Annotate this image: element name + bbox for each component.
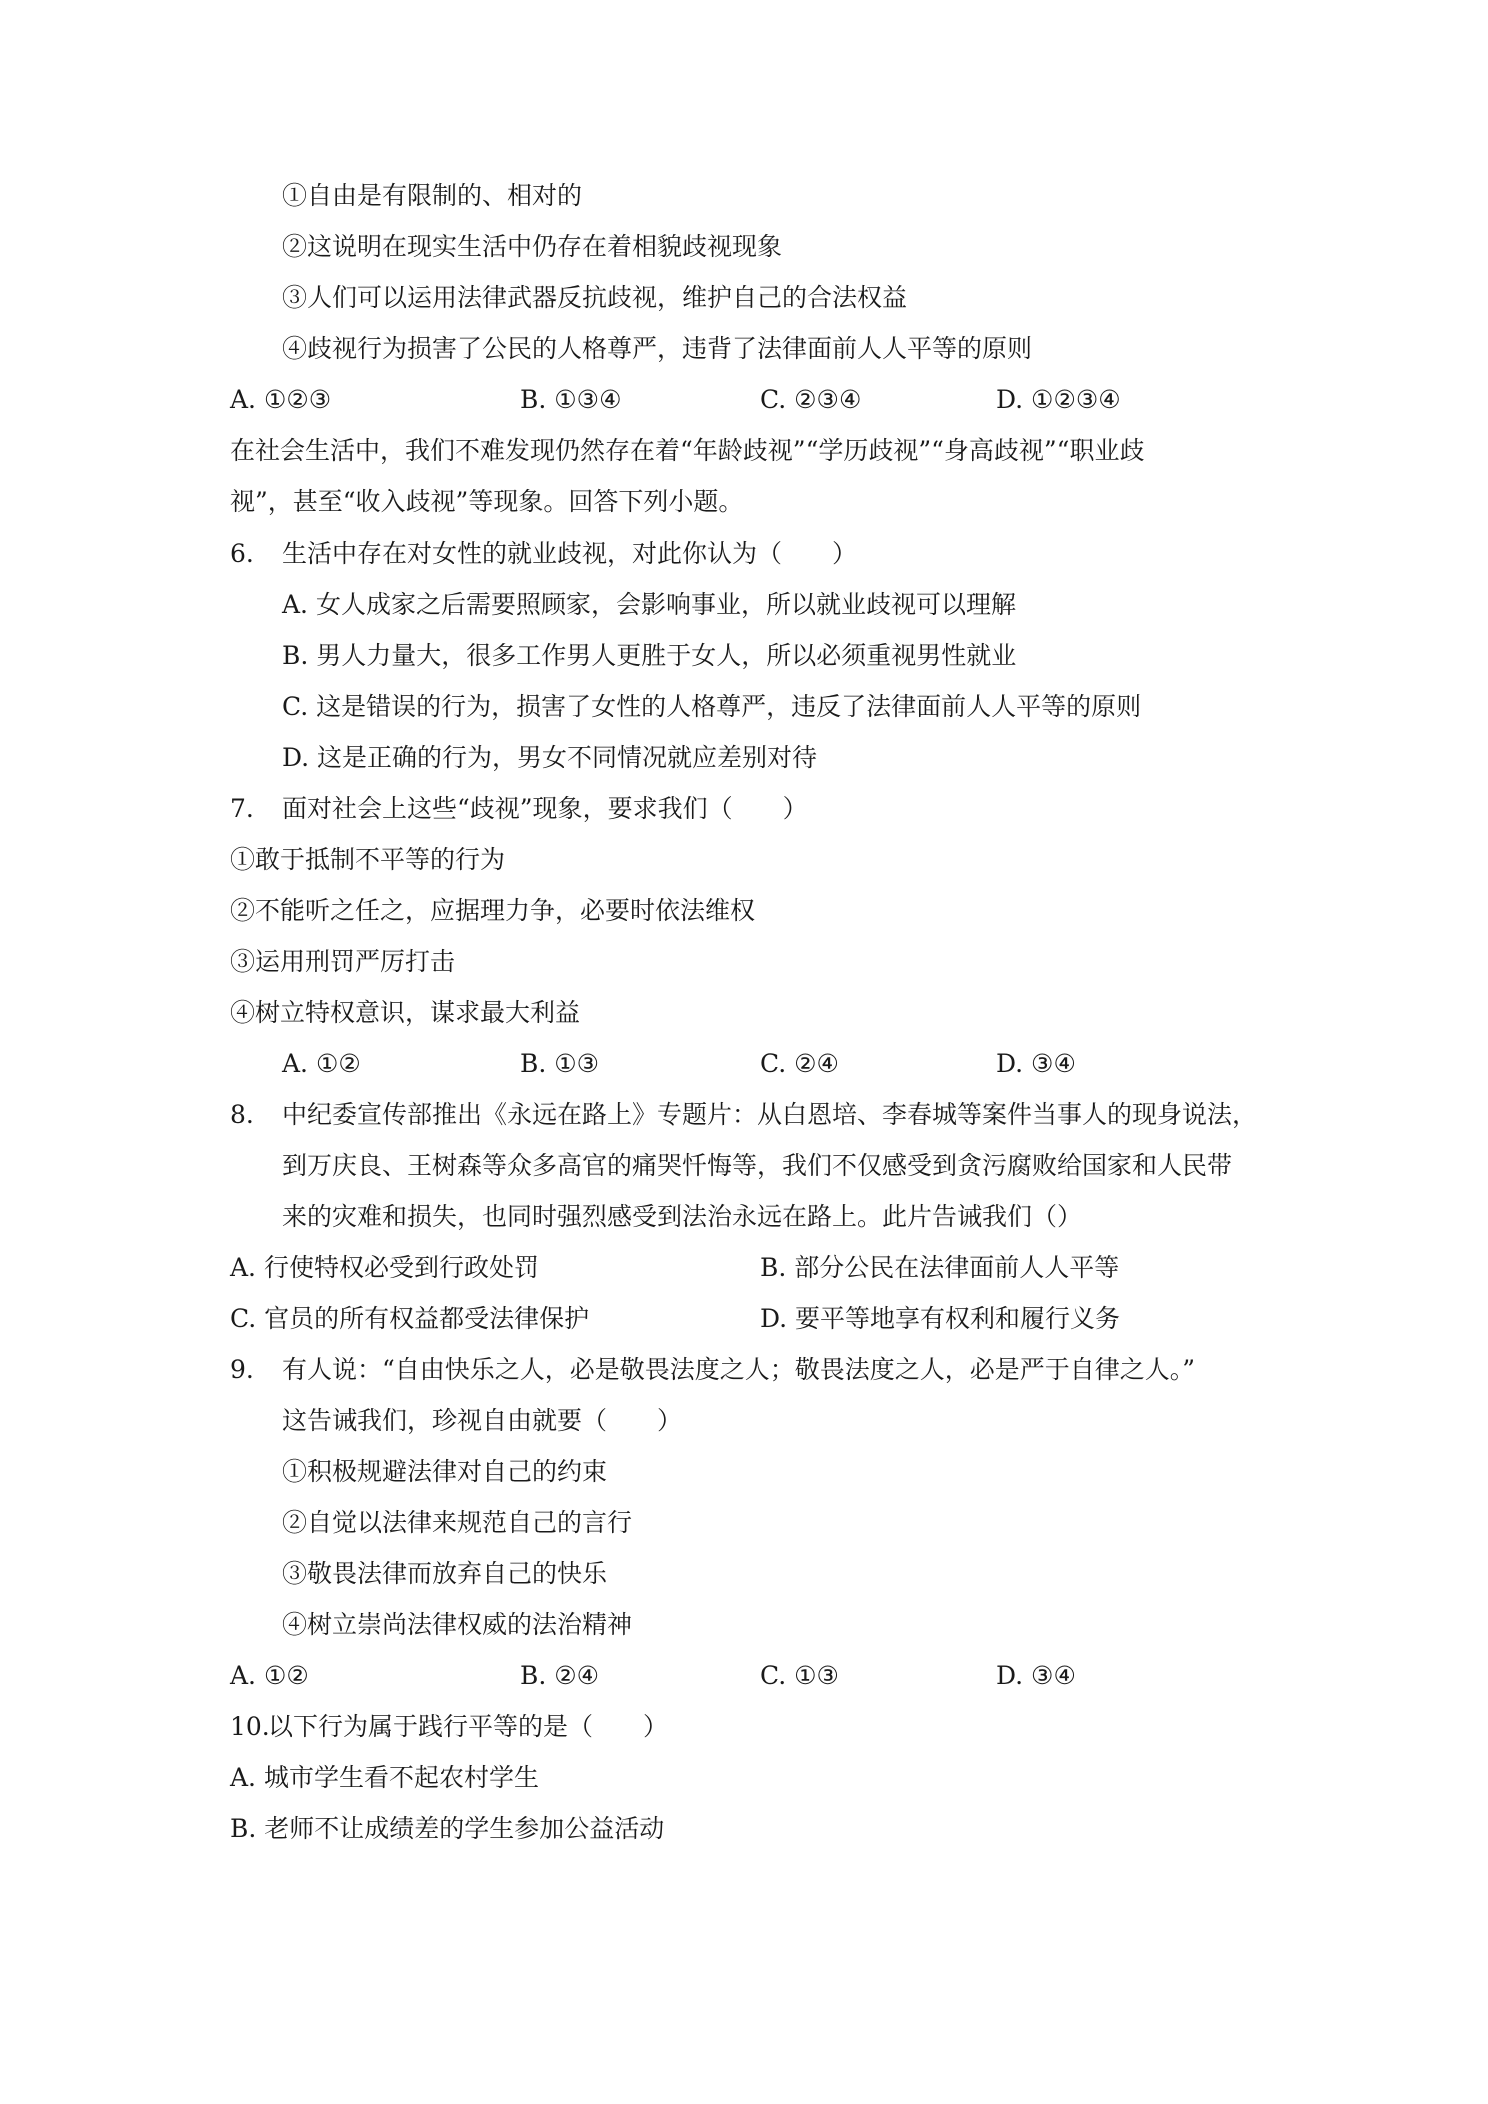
q9-statement-4: ④树立崇尚法律权威的法治精神: [282, 1610, 633, 1639]
q9-stem-line-2: 这告诫我们，珍视自由就要（ ）: [282, 1406, 683, 1435]
q10-option-a: A. 城市学生看不起农村学生: [230, 1763, 539, 1792]
q9-statement-1: ①积极规避法律对自己的约束: [282, 1457, 608, 1486]
q8-stem-line-3: 来的灾难和损失，也同时强烈感受到法治永远在路上。此片告诫我们（）: [282, 1202, 1083, 1231]
q6-option-d: D. 这是正确的行为，男女不同情况就应差别对待: [282, 743, 818, 772]
q7-choice-c: C. ②④: [760, 1049, 839, 1078]
q5-choice-a: A. ①②③: [230, 385, 332, 414]
q6-option-b: B. 男人力量大，很多工作男人更胜于女人，所以必须重视男性就业: [282, 641, 1017, 670]
q10-number: 10.: [230, 1712, 270, 1741]
q5-statement-2: ②这说明在现实生活中仍存在着相貌歧视现象: [282, 232, 783, 261]
q7-choice-a: A. ①②: [282, 1049, 361, 1078]
q5-statement-4: ④歧视行为损害了公民的人格尊严，违背了法律面前人人平等的原则: [282, 334, 1033, 363]
q5-choice-c: C. ②③④: [760, 385, 862, 414]
q7-statement-2: ②不能听之任之，应据理力争，必要时依法维权: [230, 896, 756, 925]
q7-number: 7.: [230, 794, 254, 823]
q7-statement-1: ①敢于抵制不平等的行为: [230, 845, 506, 874]
q8-option-b: B. 部分公民在法律面前人人平等: [760, 1253, 1120, 1282]
passage-line-1: 在社会生活中，我们不难发现仍然存在着“年龄歧视”“学历歧视”“身高歧视”“职业歧: [230, 436, 1145, 465]
q5-choice-b: B. ①③④: [520, 385, 622, 414]
q10-option-b: B. 老师不让成绩差的学生参加公益活动: [230, 1814, 665, 1843]
q9-choice-d: D. ③④: [996, 1661, 1076, 1690]
q8-stem-line-1: 中纪委宣传部推出《永远在路上》专题片：从白恩培、李春城等案件当事人的现身说法，: [282, 1100, 1258, 1129]
q6-stem: 生活中存在对女性的就业歧视，对此你认为（ ）: [282, 539, 858, 568]
q9-choice-c: C. ①③: [760, 1661, 839, 1690]
q6-number: 6.: [230, 539, 254, 568]
q9-statement-2: ②自觉以法律来规范自己的言行: [282, 1508, 633, 1537]
q9-choice-b: B. ②④: [520, 1661, 600, 1690]
q7-stem: 面对社会上这些“歧视”现象，要求我们（ ）: [282, 794, 808, 823]
q5-statement-3: ③人们可以运用法律武器反抗歧视，维护自己的合法权益: [282, 283, 908, 312]
q7-statement-4: ④树立特权意识，谋求最大利益: [230, 998, 581, 1027]
q8-option-c: C. 官员的所有权益都受法律保护: [230, 1304, 590, 1333]
q6-option-c: C. 这是错误的行为，损害了女性的人格尊严，违反了法律面前人人平等的原则: [282, 692, 1142, 721]
q5-statement-1: ①自由是有限制的、相对的: [282, 181, 583, 210]
passage-line-2: 视”，甚至“收入歧视”等现象。回答下列小题。: [230, 487, 744, 516]
q7-statement-3: ③运用刑罚严厉打击: [230, 947, 456, 976]
q8-option-a: A. 行使特权必受到行政处罚: [230, 1253, 539, 1282]
q10-stem: 以下行为属于践行平等的是（ ）: [268, 1712, 669, 1741]
q9-choice-a: A. ①②: [230, 1661, 309, 1690]
q8-option-d: D. 要平等地享有权利和履行义务: [760, 1304, 1121, 1333]
q5-choice-d: D. ①②③④: [996, 385, 1121, 414]
q9-stem-line-1: 有人说：“自由快乐之人，必是敬畏法度之人；敬畏法度之人，必是严于自律之人。”: [282, 1355, 1196, 1384]
q7-choice-d: D. ③④: [996, 1049, 1076, 1078]
q8-stem-line-2: 到万庆良、王树森等众多高官的痛哭忏悔等，我们不仅感受到贪污腐败给国家和人民带: [282, 1151, 1233, 1180]
q9-statement-3: ③敬畏法律而放弃自己的快乐: [282, 1559, 608, 1588]
q6-option-a: A. 女人成家之后需要照顾家，会影响事业，所以就业歧视可以理解: [282, 590, 1016, 619]
q8-number: 8.: [230, 1100, 254, 1129]
q9-number: 9.: [230, 1355, 254, 1384]
q7-choice-b: B. ①③: [520, 1049, 600, 1078]
